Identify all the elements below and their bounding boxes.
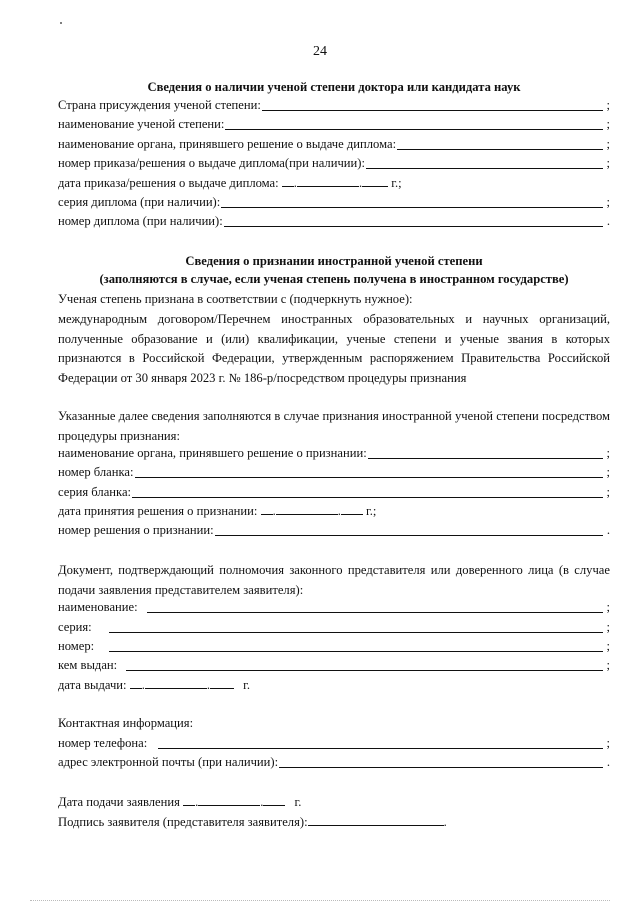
degree-series-field[interactable]: серия диплома (при наличии): ;: [58, 195, 610, 209]
month-blank[interactable]: [276, 503, 338, 515]
rep-name-field[interactable]: наименование: ;: [58, 600, 610, 614]
rep-series-field[interactable]: серия: ;: [58, 620, 610, 634]
degree-order-number-label: номер приказа/решения о выдаче диплома(при наличии):: [58, 156, 365, 170]
degree-organ-blank[interactable]: [397, 137, 603, 150]
phone-blank[interactable]: [158, 736, 603, 749]
foreign-basis-label: Ученая степень признана в соответствии с (подчеркнуть нужное):: [58, 292, 413, 306]
rep-issued-by-label: кем выдан:: [58, 658, 118, 672]
day-blank[interactable]: [183, 794, 195, 806]
rep-number-blank[interactable]: [109, 639, 603, 652]
email-label: адрес электронной почты (при наличии):: [58, 755, 279, 769]
foreign-section-title: Сведения о признании иностранной ученой степени: [185, 254, 483, 268]
representative-text: Документ, подтверждающий полномочия законного представителя или доверенного лица (в случае подачи заявления представителем заявителя):: [58, 563, 610, 597]
rep-series-label: серия:: [58, 620, 92, 634]
signature-field[interactable]: Подпись заявителя (представителя заявителя): .: [58, 815, 447, 829]
decision-number-label: номер решения о признании:: [58, 523, 214, 537]
decision-number-blank[interactable]: [215, 523, 603, 536]
recognition-organ-field[interactable]: наименование органа, принявшего решение о признании: ;: [58, 446, 610, 460]
contact-title: Контактная информация:: [58, 716, 194, 730]
year-blank[interactable]: [341, 503, 363, 515]
degree-name-blank[interactable]: [225, 117, 603, 130]
year-blank[interactable]: [210, 677, 234, 689]
rep-number-field[interactable]: номер: ;: [58, 639, 610, 653]
month-blank[interactable]: [145, 677, 207, 689]
blank-series-blank[interactable]: [132, 485, 603, 498]
degree-name-label: наименование ученой степени:: [58, 117, 225, 131]
blank-series-label: серия бланка:: [58, 485, 132, 499]
recognition-organ-blank[interactable]: [368, 446, 603, 459]
degree-number-field[interactable]: номер диплома (при наличии): .: [58, 214, 610, 228]
blank-number-blank[interactable]: [135, 465, 603, 478]
submission-date-field[interactable]: Дата подачи заявления . . г.: [58, 795, 302, 809]
degree-organ-label: наименование органа, принявшего решение о выдаче диплома:: [58, 137, 397, 151]
procedure-note: Указанные далее сведения заполняются в случае признания иностранной ученой степени посредством процедуры признания:: [58, 409, 610, 443]
degree-order-number-field[interactable]: номер приказа/решения о выдаче диплома(при наличии): ;: [58, 156, 610, 170]
degree-order-date-label: дата приказа/решения о выдаче диплома:: [58, 176, 279, 190]
blank-number-label: номер бланка:: [58, 465, 134, 479]
page-number: 24: [313, 44, 327, 59]
rep-issued-by-field[interactable]: кем выдан: ;: [58, 658, 610, 672]
day-blank[interactable]: [282, 175, 294, 187]
year-blank[interactable]: [362, 175, 388, 187]
blank-series-field[interactable]: серия бланка: ;: [58, 485, 610, 499]
rep-issue-date-label: дата выдачи:: [58, 678, 127, 692]
decision-date-field[interactable]: дата принятия решения о признании: . . г.;: [58, 504, 377, 518]
rep-name-blank[interactable]: [147, 600, 603, 613]
degree-name-field[interactable]: наименование ученой степени: ;: [58, 117, 610, 131]
month-blank[interactable]: [297, 175, 359, 187]
degree-section-title: Сведения о наличии ученой степени доктора или кандидата наук: [147, 80, 521, 94]
scan-edge: [30, 900, 610, 901]
phone-field[interactable]: номер телефона: ;: [58, 736, 610, 750]
rep-number-label: номер:: [58, 639, 95, 653]
degree-series-label: серия диплома (при наличии):: [58, 195, 221, 209]
signature-blank[interactable]: [308, 814, 444, 826]
year-blank[interactable]: [263, 794, 285, 806]
degree-country-blank[interactable]: [262, 98, 603, 111]
degree-country-label: Страна присуждения ученой степени:: [58, 98, 261, 112]
foreign-section-subtitle: (заполняются в случае, если ученая степень получена в иностранном государстве): [99, 272, 569, 286]
decision-number-field[interactable]: номер решения о признании: .: [58, 523, 610, 537]
degree-series-blank[interactable]: [221, 195, 603, 208]
day-blank[interactable]: [261, 503, 273, 515]
signature-label: Подпись заявителя (представителя заявителя):: [58, 815, 308, 829]
rep-series-blank[interactable]: [109, 620, 603, 633]
recognition-organ-label: наименование органа, принявшего решение о признании:: [58, 446, 367, 460]
month-blank[interactable]: [198, 794, 260, 806]
degree-number-label: номер диплома (при наличии):: [58, 214, 223, 228]
degree-order-date-field[interactable]: дата приказа/решения о выдаче диплома: . . г.;: [58, 176, 402, 190]
decision-date-label: дата принятия решения о признании:: [58, 504, 258, 518]
foreign-basis-text: международным договором/Перечнем иностранных образовательных и научных организаций, полученные образование и (или) квалификации, ученые степени и ученые звания в которых признаются в Российской Федерации, утвержденным распоряжением Правительства Российской Федерации от 30 января 2023 г. № 186-р/посредством процедуры признания: [58, 312, 610, 385]
degree-order-number-blank[interactable]: [366, 156, 603, 169]
phone-label: номер телефона:: [58, 736, 148, 750]
submission-date-label: Дата подачи заявления: [58, 795, 180, 809]
degree-organ-field[interactable]: наименование органа, принявшего решение о выдаче диплома: ;: [58, 137, 610, 151]
day-blank[interactable]: [130, 677, 142, 689]
rep-name-label: наименование:: [58, 600, 138, 614]
email-blank[interactable]: [279, 755, 603, 768]
scan-speck: [60, 22, 62, 24]
degree-country-field[interactable]: Страна присуждения ученой степени: ;: [58, 98, 610, 112]
rep-issued-by-blank[interactable]: [126, 658, 603, 671]
degree-number-blank[interactable]: [224, 214, 603, 227]
email-field[interactable]: адрес электронной почты (при наличии): .: [58, 755, 610, 769]
blank-number-field[interactable]: номер бланка: ;: [58, 465, 610, 479]
rep-issue-date-field[interactable]: дата выдачи: . . г.: [58, 678, 251, 692]
